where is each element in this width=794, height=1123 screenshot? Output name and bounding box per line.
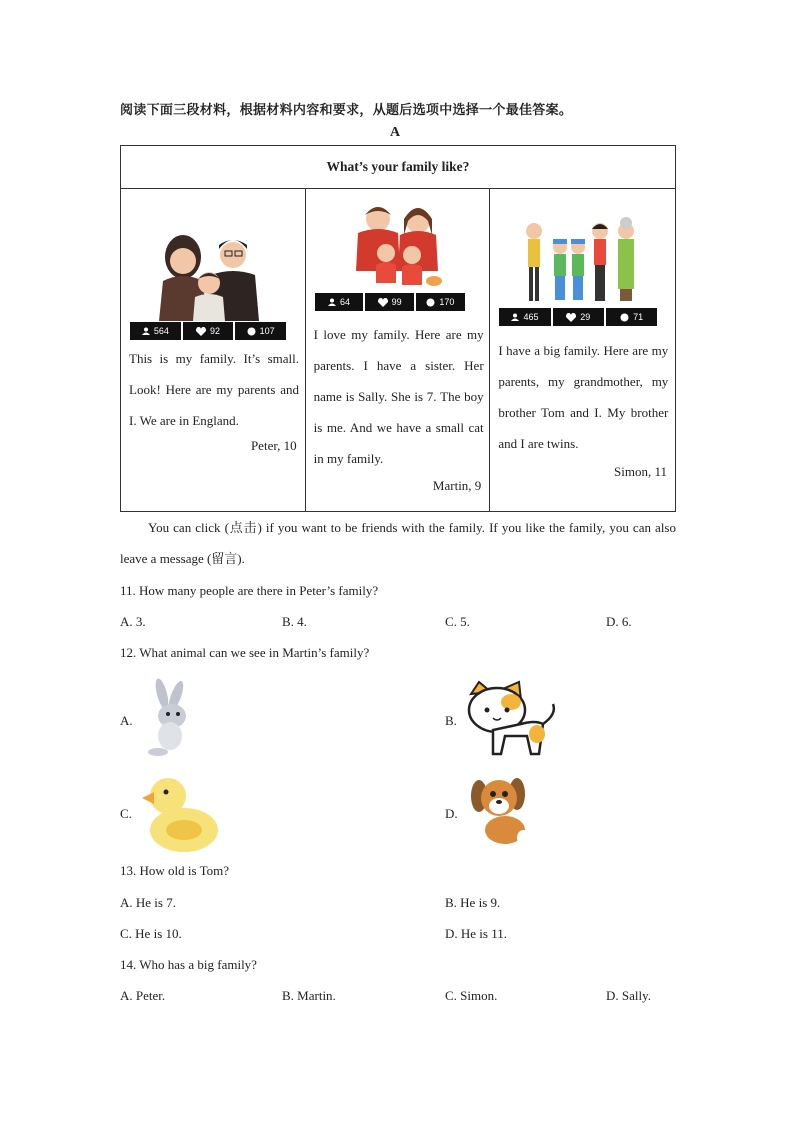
comments-stat[interactable]: 71 bbox=[606, 308, 657, 326]
comment-icon bbox=[426, 298, 435, 307]
duck-icon bbox=[140, 772, 222, 856]
likes-stat[interactable]: 29 bbox=[553, 308, 606, 326]
followers-stat[interactable]: 564 bbox=[130, 322, 183, 340]
post-stats bbox=[130, 322, 286, 340]
section-label: A bbox=[390, 125, 401, 140]
user-icon bbox=[511, 313, 519, 321]
question-13: 13. How old is Tom? bbox=[120, 863, 229, 878]
post-text: This is my family. It’s small. Look! Here are my parents and I. We are in England. bbox=[129, 351, 299, 428]
q13-option-a[interactable]: A. He is 7. bbox=[120, 895, 176, 910]
dog-icon bbox=[465, 772, 541, 854]
heart-icon bbox=[196, 327, 206, 336]
comment-icon bbox=[620, 313, 629, 322]
post-signature: Simon, 11 bbox=[614, 464, 667, 479]
family-table bbox=[120, 145, 676, 512]
likes-stat[interactable]: 92 bbox=[183, 322, 236, 340]
q14-option-c[interactable]: C. Simon. bbox=[445, 988, 498, 1003]
followers-stat[interactable]: 465 bbox=[499, 308, 552, 326]
q12-option-b[interactable]: B. bbox=[445, 713, 457, 728]
heart-icon bbox=[378, 298, 388, 307]
user-icon bbox=[142, 327, 150, 335]
likes-stat[interactable]: 99 bbox=[365, 293, 416, 311]
instructions: 阅读下面三段材料，根据材料内容和要求，从题后选项中选择一个最佳答案。 bbox=[120, 102, 573, 117]
q13-option-d[interactable]: D. He is 11. bbox=[445, 926, 507, 941]
q11-option-a[interactable]: A. 3. bbox=[120, 614, 146, 629]
user-icon bbox=[328, 298, 336, 306]
comment-icon bbox=[247, 327, 256, 336]
cat-icon bbox=[465, 680, 563, 760]
question-11: 11. How many people are there in Peter’s family? bbox=[120, 583, 379, 598]
family-photo-martin bbox=[328, 201, 468, 291]
comments-stat[interactable]: 170 bbox=[416, 293, 465, 311]
post-peter bbox=[121, 189, 306, 512]
q12-option-c[interactable]: C. bbox=[120, 806, 132, 821]
q14-option-d[interactable]: D. Sally. bbox=[606, 988, 652, 1003]
post-stats bbox=[315, 293, 465, 311]
rabbit-icon bbox=[140, 678, 202, 760]
family-photo-simon bbox=[520, 217, 650, 307]
q14-option-b[interactable]: B. Martin. bbox=[282, 988, 336, 1003]
q13-option-b[interactable]: B. He is 9. bbox=[445, 895, 501, 910]
post-signature: Peter, 10 bbox=[250, 438, 297, 453]
post-text: I love my family. Here are my parents. I have a sister. Her name is Sally. She is 7. The boy is me. And we have a small cat in my family. bbox=[313, 327, 484, 466]
note-paragraph: You can click (点击) if you want to be friends with the family. If you like the family, you can also leave a message (留言). bbox=[120, 520, 676, 566]
q12-option-a[interactable]: A. bbox=[120, 713, 133, 728]
post-simon bbox=[490, 189, 676, 512]
post-martin bbox=[305, 189, 490, 512]
post-signature: Martin, 9 bbox=[432, 478, 482, 493]
heart-icon bbox=[566, 313, 576, 322]
post-stats bbox=[499, 308, 657, 326]
question-12: 12. What animal can we see in Martin’s family? bbox=[120, 645, 370, 660]
q13-option-c[interactable]: C. He is 10. bbox=[120, 926, 182, 941]
q11-option-d[interactable]: D. 6. bbox=[606, 614, 632, 629]
q11-option-b[interactable]: B. 4. bbox=[282, 614, 307, 629]
comments-stat[interactable]: 107 bbox=[235, 322, 286, 340]
table-title: What’s your family like? bbox=[121, 146, 676, 189]
q14-option-a[interactable]: A. Peter. bbox=[120, 988, 166, 1003]
followers-stat[interactable]: 64 bbox=[315, 293, 366, 311]
q11-option-c[interactable]: C. 5. bbox=[445, 614, 470, 629]
question-14: 14. Who has a big family? bbox=[120, 957, 257, 972]
family-photo-peter bbox=[131, 231, 291, 321]
q12-option-d[interactable]: D. bbox=[445, 806, 458, 821]
post-text: I have a big family. Here are my parents, my grandmother, my brother Tom and I. My brother and I are twins. bbox=[498, 343, 669, 451]
